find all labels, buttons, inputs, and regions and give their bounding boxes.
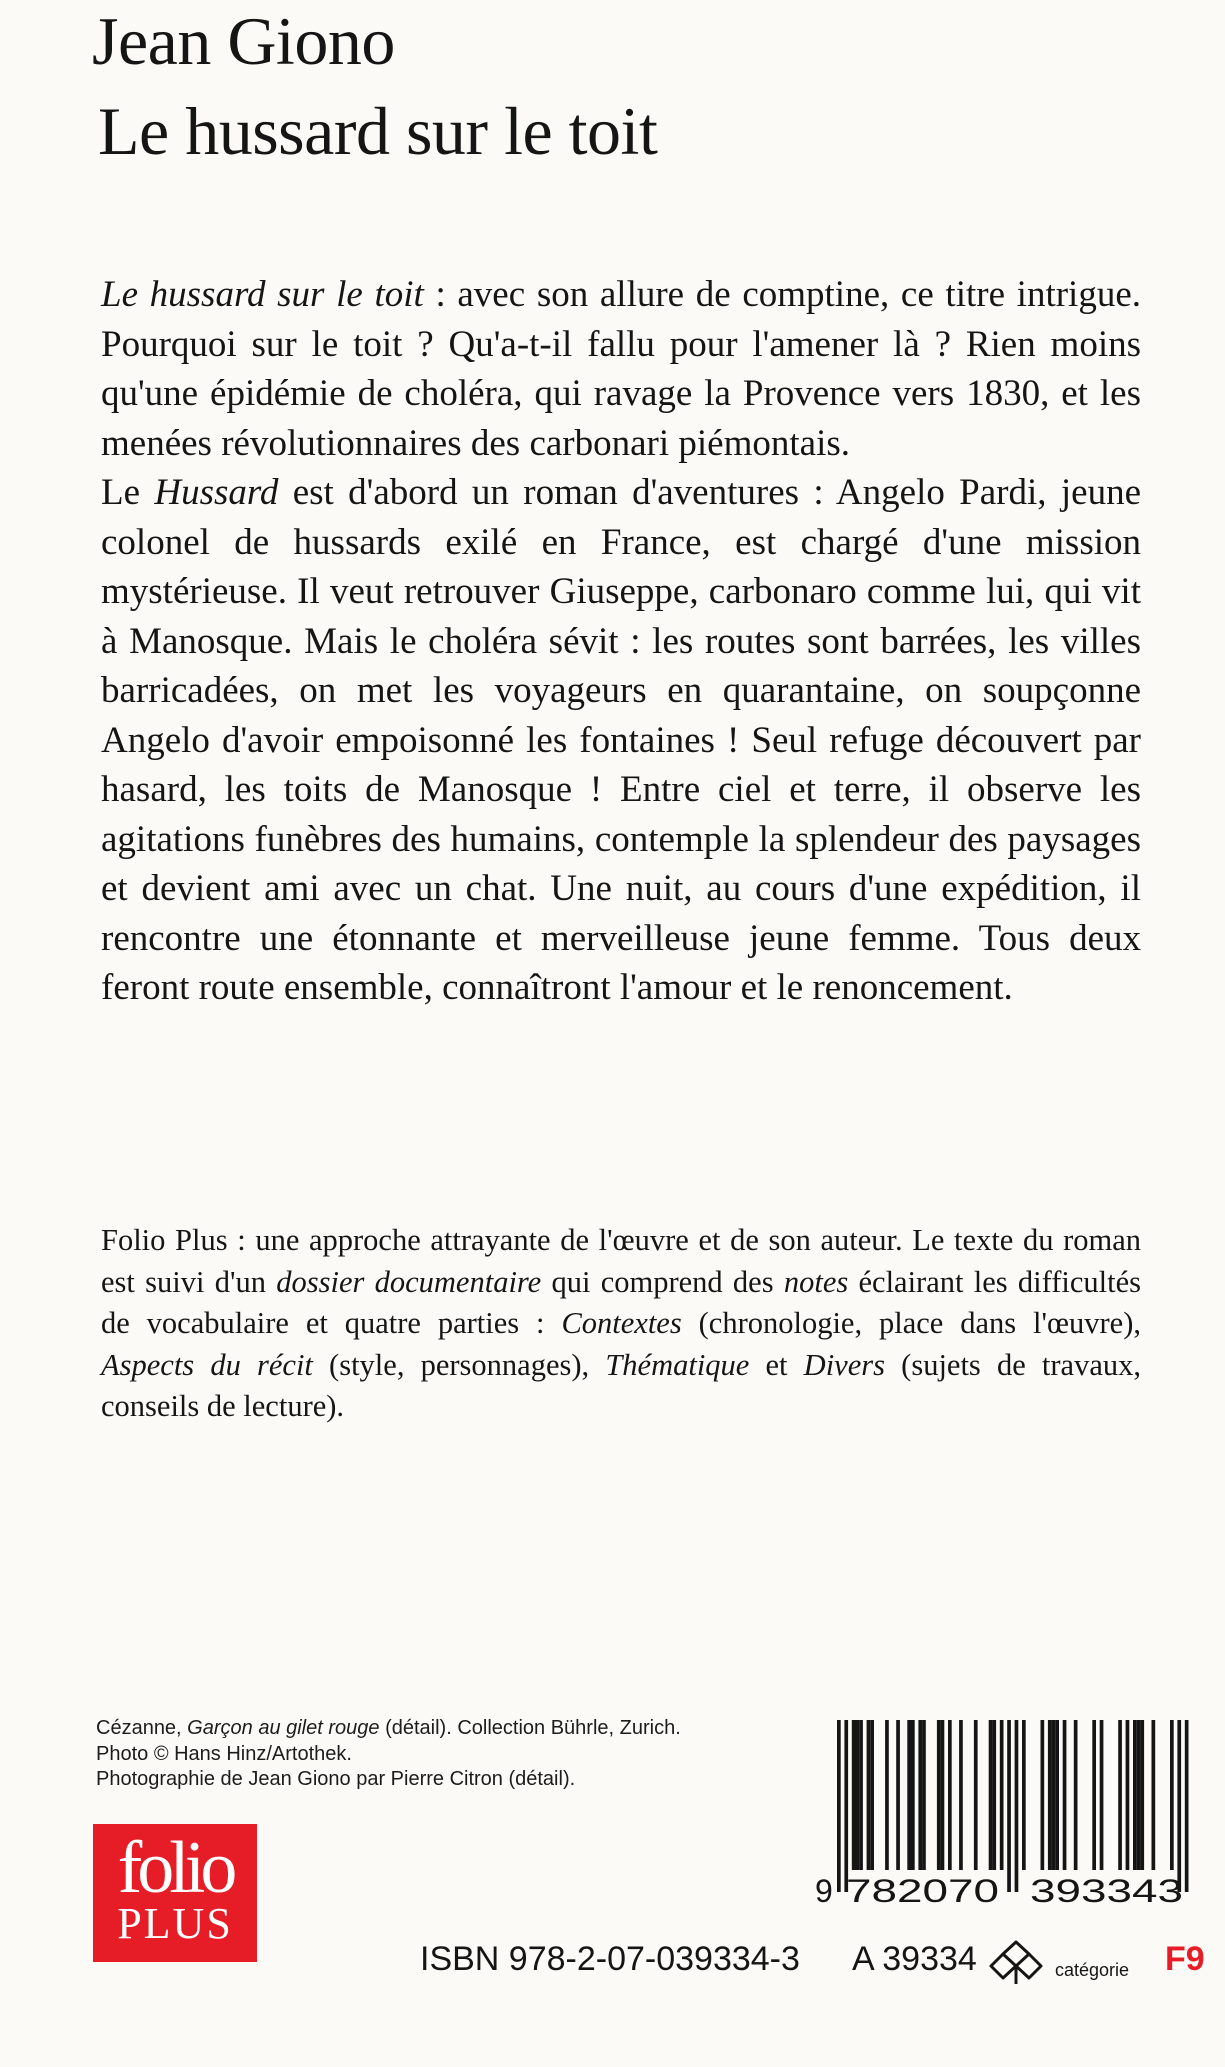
barcode-bar — [867, 1720, 871, 1870]
synopsis-paragraph — [101, 468, 1141, 1013]
barcode-bar — [844, 1720, 848, 1892]
folio-italic: dossier documentaire — [276, 1264, 542, 1299]
barcode-bar — [1140, 1720, 1144, 1870]
barcode-bar — [989, 1720, 993, 1870]
folio-text: éclairant les difficultés de vocabulaire et quatre parties : — [101, 1264, 1141, 1340]
folio-plus-logo — [93, 1824, 257, 1962]
barcode-bar — [1048, 1720, 1052, 1870]
barcode-bar — [1118, 1720, 1122, 1870]
synopsis-paragraph — [101, 270, 1141, 468]
folio-text: (style, personnages), — [312, 1347, 606, 1382]
barcode-bar — [1100, 1720, 1104, 1870]
barcode-digits-left: 782070 — [846, 1873, 999, 1909]
credit-line: Photo © Hans Hinz/Artothek. — [96, 1742, 352, 1765]
barcode-bar — [859, 1720, 863, 1870]
barcode-bar — [1177, 1720, 1181, 1892]
barcode-bar — [1055, 1720, 1059, 1870]
barcode-bar — [907, 1720, 911, 1870]
folio-italic: notes — [783, 1264, 849, 1299]
synopsis-italic: Hussard — [154, 472, 279, 513]
barcode-bar — [1063, 1720, 1067, 1870]
synopsis-title-italic: Le hussard sur le toit — [101, 274, 424, 315]
credit-italic: Garçon au gilet rouge — [187, 1717, 380, 1739]
barcode-bar — [1041, 1720, 1045, 1870]
barcode-lead-digit: 9 — [815, 1873, 833, 1909]
barcode-bar — [937, 1720, 941, 1870]
image-credits — [96, 1716, 796, 1793]
publisher-code: A 39334 — [852, 1940, 977, 1978]
folio-plus-description — [101, 1220, 1141, 1428]
folio-plus-paragraph — [101, 1220, 1141, 1428]
barcode-bar — [1052, 1720, 1056, 1870]
barcode-bar — [837, 1720, 841, 1892]
barcode-bar — [974, 1720, 978, 1870]
isbn-number: ISBN 978-2-07-039334-3 — [420, 1940, 800, 1978]
barcode-bar — [896, 1720, 900, 1870]
folio-italic: Contextes — [561, 1306, 682, 1340]
barcode-bar — [1000, 1720, 1004, 1870]
barcode-bar — [870, 1720, 874, 1870]
barcode-bar — [941, 1720, 945, 1870]
credit-line: Photographie de Jean Giono par Pierre Citron (détail). — [96, 1768, 576, 1790]
folio-text: (sujets de travaux, conseils de lecture). — [101, 1347, 1141, 1423]
barcode-bar — [1074, 1720, 1078, 1870]
synopsis-text: : avec son allure de comptine, ce titre intrigue. Pourquoi sur le toit ? Qu'a-t-il fallu pour l'amener là ? Rien moins qu'une épidémie de choléra, qui ravage la Provence vers 1830, et les menées révolutionnaires des carbonari piémontais. — [101, 274, 1141, 464]
credit-line — [96, 1716, 796, 1742]
logo-plus-text: PLUS — [117, 1899, 233, 1948]
credit-text: Cézanne, — [96, 1717, 188, 1739]
folio-text: qui comprend des — [541, 1264, 784, 1299]
barcode-bar — [1152, 1720, 1156, 1870]
barcode-bar — [948, 1720, 952, 1870]
folio-text: (chronologie, place dans l'œuvre), — [681, 1306, 1141, 1340]
folio-italic: Aspects du récit — [101, 1347, 313, 1382]
barcode-bar — [1126, 1720, 1130, 1870]
barcode-bar — [922, 1720, 926, 1870]
book-title: Le hussard sur le toit — [98, 93, 658, 169]
barcode-bar — [1015, 1720, 1019, 1892]
barcode-digits-right: 393343 — [1030, 1873, 1183, 1909]
barcode — [815, 1720, 1207, 1922]
barcode-bars — [837, 1720, 1189, 1892]
barcode-bar — [885, 1720, 889, 1870]
barcode-bar — [918, 1720, 922, 1870]
book-emblem-icon — [985, 1936, 1047, 1988]
folio-italic: Divers — [803, 1347, 885, 1382]
barcode-bar — [1092, 1720, 1096, 1870]
folio-italic: Thématique — [605, 1347, 750, 1382]
folio-text: et — [749, 1347, 804, 1382]
logo-folio-text: folio — [117, 1827, 233, 1909]
barcode-bar — [959, 1720, 963, 1870]
barcode-bar — [911, 1720, 915, 1870]
barcode-bar — [1007, 1720, 1011, 1892]
barcode-bar — [1137, 1720, 1141, 1870]
barcode-bar — [1185, 1720, 1189, 1892]
barcode-bar — [1170, 1720, 1174, 1870]
synopsis-text: Le — [101, 472, 155, 513]
credit-text: (détail). Collection Bührle, Zurich. — [379, 1717, 681, 1739]
barcode-bar — [1022, 1720, 1026, 1870]
author-name: Jean Giono — [92, 3, 395, 79]
barcode-bar — [992, 1720, 996, 1870]
synopsis-text: est d'abord un roman d'aventures : Angelo Pardi, jeune colonel de hussards exilé en France, est chargé d'une mission mystérieuse. Il veut retrouver Giuseppe, carbonaro comme lui, qui vit à Manosque. Mais le choléra sévit : les routes sont barrées, les villes barricadées, on met les voyageurs en quarantaine, on soupçonne Angelo d'avoir empoisonné les fontaines ! Seul refuge découvert par hasard, les toits de Manosque ! Entre ciel et terre, il observe les agitations funèbres des humains, contemple la splendeur des paysages et devient ami avec un chat. Une nuit, au cours d'une expédition, il rencontre une étonnante et merveilleuse jeune femme. Tous deux feront route ensemble, connaîtront l'amour et le renoncement. — [101, 472, 1141, 1008]
category-label: catégorie — [1055, 1960, 1130, 1980]
category-value: F9 — [1165, 1940, 1205, 1978]
barcode-bar — [852, 1720, 856, 1870]
folio-text: Folio Plus : une approche attrayante de l'œuvre et de son auteur. Le texte du roman est suivi d'un — [101, 1223, 1141, 1299]
barcode-bar — [856, 1720, 860, 1870]
barcode-bar — [1133, 1720, 1137, 1870]
synopsis — [101, 270, 1141, 1013]
